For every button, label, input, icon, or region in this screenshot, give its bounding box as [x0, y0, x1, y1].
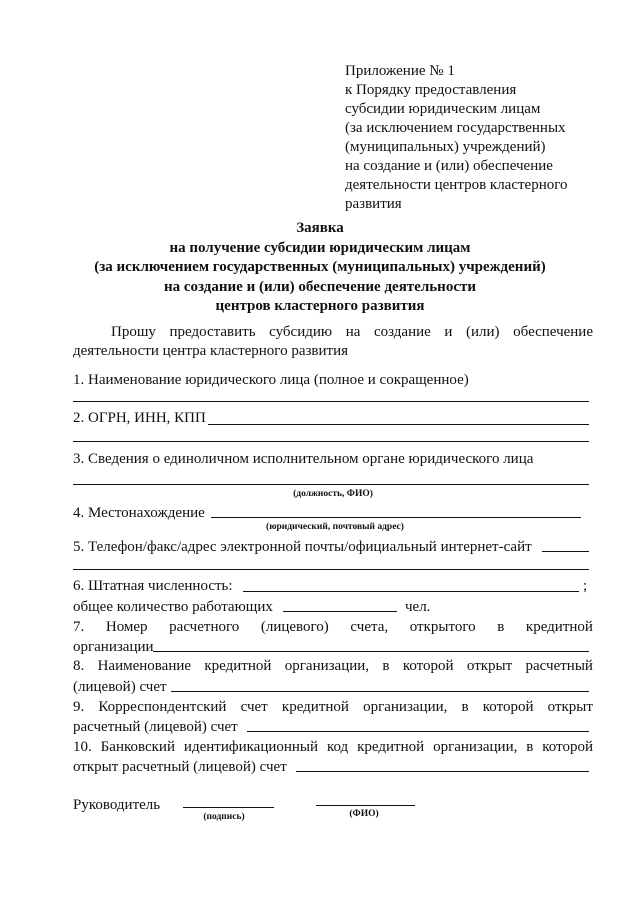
item-9-field[interactable] [247, 731, 589, 732]
item-9-label: 9. Корреспондентский счет кредитной организации, в которой открыт [73, 699, 593, 715]
item-8-field[interactable] [171, 691, 589, 692]
intro-line-2: деятельности центра кластерного развития [73, 343, 349, 359]
item-6-end: ; [583, 578, 588, 594]
appendix-line: развития [345, 196, 402, 212]
item-4-field[interactable] [211, 517, 581, 518]
item-10-cont: открыт расчетный (лицевой) счет [73, 759, 287, 775]
appendix-line: (за исключением государственных [345, 120, 566, 136]
title-line: центров кластерного развития [215, 298, 425, 314]
employees-unit: чел. [405, 599, 431, 615]
title-line: на получение субсидии юридическим лицам [169, 239, 471, 256]
item-10-label: 10. Банковский идентификационный код кредитной организации, в которой [73, 739, 593, 755]
item-2-label: 2. ОГРН, ИНН, КПП [73, 410, 206, 426]
item-3-hint: (должность, ФИО) [293, 489, 373, 499]
item-6-label: 6. Штатная численность: [73, 578, 233, 594]
item-7-cont: организации [73, 639, 154, 655]
signature-label: Руководитель [73, 797, 161, 813]
item-3-label: 3. Сведения о единоличном исполнительном органе юридического лица [73, 451, 534, 467]
item-4-hint: (юридический, почтовый адрес) [266, 522, 404, 532]
appendix-line: деятельности центров кластерного [345, 177, 568, 193]
appendix-header [345, 62, 605, 214]
item-1-field[interactable] [73, 401, 589, 402]
signature-field[interactable] [183, 807, 274, 808]
item-3-field[interactable] [73, 484, 589, 485]
title-line: на создание и (или) обеспечение деятельности [163, 278, 476, 295]
item-5-label: 5. Телефон/факс/адрес электронной почты/официальный интернет-сайт [73, 539, 532, 555]
appendix-line: субсидии юридическим лицам [345, 101, 541, 117]
item-6-field[interactable] [243, 591, 579, 592]
employees-field[interactable] [283, 611, 397, 612]
title-line: (за исключением государственных (муниципальных) учреждений) [94, 259, 546, 275]
title-line: Заявка [296, 220, 344, 236]
item-4-label: 4. Местонахождение [73, 505, 205, 521]
appendix-line: (муниципальных) учреждений) [345, 139, 546, 155]
item-2-field-cont[interactable] [73, 441, 589, 442]
signature-hint: (подпись) [203, 812, 245, 822]
item-8-label: 8. Наименование кредитной организации, в которой открыт расчетный [73, 658, 593, 674]
document-title [70, 219, 570, 317]
name-hint: (ФИО) [349, 809, 379, 819]
employees-label: общее количество работающих [73, 599, 273, 615]
item-7-label: 7. Номер расчетного (лицевого) счета, открытого в кредитной [73, 619, 593, 635]
item-1-label: 1. Наименование юридического лица (полное и сокращенное) [73, 372, 469, 388]
intro-line-1: Прошу предоставить субсидию на создание и (или) обеспечение [111, 324, 593, 340]
item-5-field-cont[interactable] [73, 569, 589, 570]
appendix-line: на создание и (или) обеспечение [345, 158, 553, 174]
item-8-cont: (лицевой) счет [73, 679, 167, 695]
appendix-line: Приложение № 1 [345, 63, 455, 79]
item-5-field[interactable] [542, 551, 589, 552]
item-10-field[interactable] [296, 771, 589, 772]
item-9-cont: расчетный (лицевой) счет [73, 719, 238, 735]
item-7-field[interactable] [153, 651, 589, 652]
item-2-field[interactable] [208, 424, 589, 425]
name-field[interactable] [316, 805, 415, 806]
appendix-line: к Порядку предоставления [345, 82, 517, 98]
